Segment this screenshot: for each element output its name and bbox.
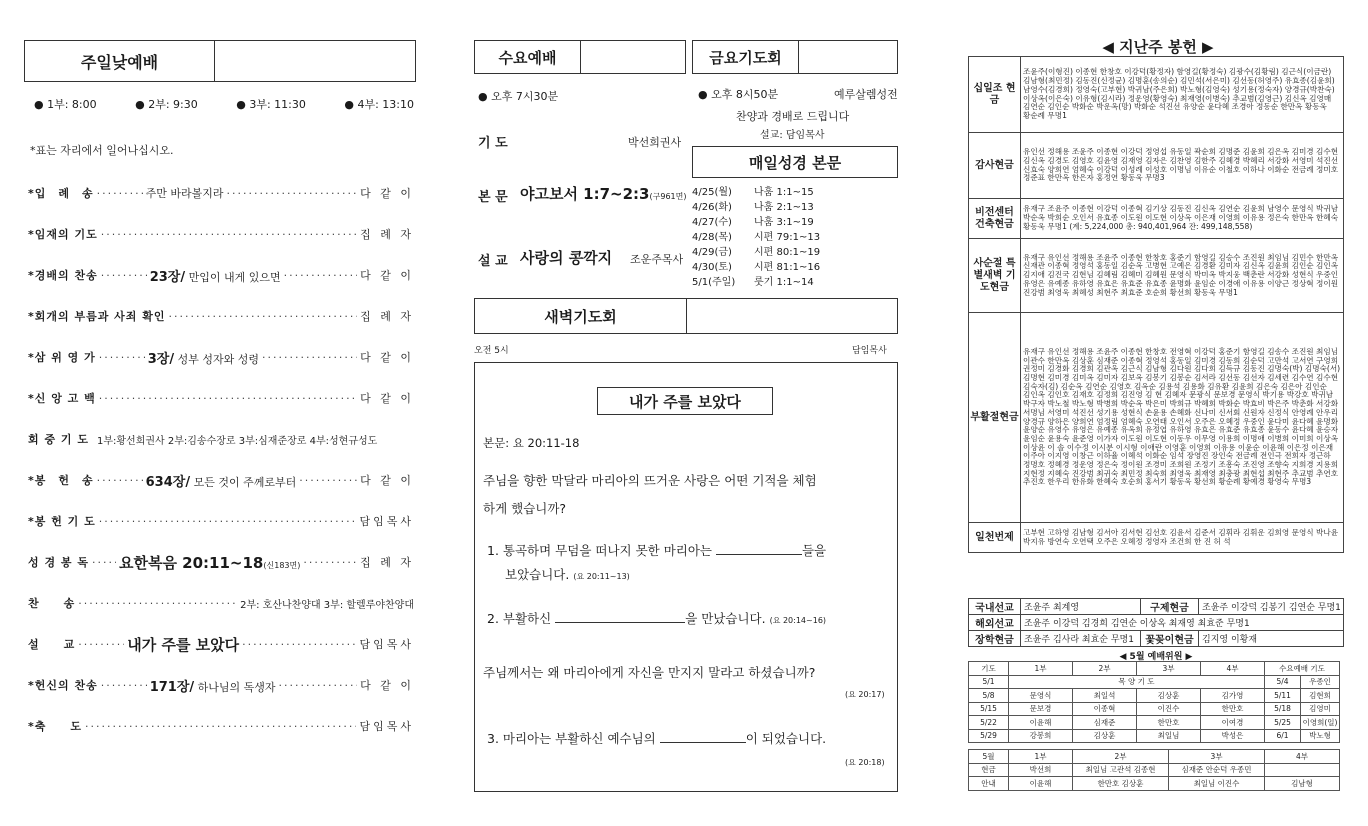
leader-dots <box>97 474 143 487</box>
service-time: ● 2부: 9:30 <box>135 98 198 111</box>
prayer-label: 기 도 <box>478 136 508 151</box>
ushers-cell: 한만호 김상훈 <box>1073 777 1169 791</box>
leader-dots <box>101 228 357 241</box>
order-name: *경배의 찬송 <box>28 269 98 282</box>
ushers-cell: 최일님 고관석 김종현 <box>1073 763 1169 777</box>
bible-date: 4/25(월) <box>692 187 732 198</box>
order-detail <box>150 676 276 695</box>
committee-cell: 최일석 <box>1073 689 1137 703</box>
study-passage: 본문: 요 20:11-18 <box>483 436 580 450</box>
offering-table <box>968 56 1344 553</box>
offering-names: 고부현 고하영 김남형 김서아 김서현 김선호 김윤서 김준서 김휘라 김휘운 김희영 문영식 박나윤 박지유 방연숙 오연택 오주은 오혜정 정영자 조건희 한 진 허 석 <box>1021 523 1344 553</box>
bible-date: 4/30(토) <box>692 262 732 273</box>
ushers-cell: 심재준 안순덕 우종민 <box>1169 763 1265 777</box>
order-row <box>28 715 414 737</box>
offering-names: 유인선 정해용 조윤주 이종현 이강덕 정영섭 유동일 곽순희 김명준 김윤희 김은옥 김미경 김수현 김신옥 김경도 김영호 김윤영 김재영 김자은 김찬영 김한주 김혜경 박혜리 서강화 서영미 석진선 신효숙 양희연 엄혜숙 이강덕 이성례 이성호 이명님 이유순 이철호 이하나 이화순 전금례 정미호 정준표 한만옥 한은자 홍정연 황동욱 무명3 <box>1021 133 1344 199</box>
committee-cell: 5/1 <box>969 675 1009 689</box>
mission-label: 꽃꽂이현금 <box>1141 631 1199 647</box>
order-name: *회개의 부름과 사죄 확인 <box>28 310 166 323</box>
leader-dots <box>303 556 357 569</box>
leader-dots <box>262 351 357 364</box>
dawn-prayer-title: 새벽기도회 <box>475 299 687 333</box>
bible-date: 4/29(금) <box>692 247 732 258</box>
question-text: 이 되었습니다. <box>745 731 827 746</box>
committee-cell: 5/15 <box>969 702 1009 716</box>
scripture-reference: 요한복음 20:11~18 <box>119 553 264 572</box>
order-name: *봉 헌 기 도 <box>28 515 96 528</box>
answer-blank[interactable] <box>660 730 746 743</box>
scripture-text: 야고보서 1:7~2:3 <box>520 185 650 203</box>
mission-names: 조윤주 김사라 최효순 무명1 <box>1021 631 1141 647</box>
committee-cell: 5/4 <box>1265 675 1301 689</box>
mission-label: 해외선교 <box>969 615 1021 631</box>
committee-cell: 한만호 <box>1137 716 1201 730</box>
order-leader: 담임목사 <box>359 515 414 528</box>
leader-dots <box>299 474 357 487</box>
leader-dots <box>85 720 356 733</box>
offering-names: 유재구 유인선 정해용 조윤주 이종현 한창호 전영혁 이강덕 홍준기 함영길 김송수 조진원 최임님 이관수 한만옥 김상훈 심재준 이종혁 정영석 홍동일 김미경 김동희 김순덕 고만석 고서연 구영희 권정미 김경화 김경희 김관옥 김근식 김남형 김다원 김다희 김득규 김동진 김명숙(박) 김명숙(서) 김명현 김미경 김미옥 김미자 김보옥 김봉기 김봉순 김서라 김선동 김선자 김세련 김수연 김수현 김숙자(김) 김순옥 김연순 김영호 김옥순 김용석 김용화 김유환 김윤희 김은숙 김은아 김인순 김인옥 김인호 김재호 김정희 김진영 김 현 김혜자 문광식 문보경 문영식 박기용 박강호 박귀남 박구자 박노철 박노형 박병희 박순옥 박은미 박희규 박혜희 박화순 박효비 박은주 박춘화 서강화 서명님 서영미 석진선 성기용 성현식 손윤용 손혜화 신나미 신서회 신원자 신정식 안영례 안우리 양경규 양하은 양희연 엄정림 엄혜숙 오연태 오인서 오주은 오혜정 우중인 윤다미 윤다혜 윤명화 윤양순 유영수 유영은 유예종 유옥희 유정엽 유하영 유효은 유효준 유효종 윤동수 윤다혜 윤승자 윤임순 윤용숙 윤준영 이가자 이도원 이도현 이동우 이무영 이용희 이명애 이병희 이미희 이상옥 이상윤 이 솔 이수정 이시분 이시형 이애란 이영훈 이영희 이유용 이윤순 이윤해 이은정 이은재 이주아 이지영 이창근 이하율 이혜석 이화순 임석 장영진 장인숙 전금례 전인극 전희자 정근하 정명호 정혜경 정운영 정은숙 정이원 조경미 조희원 조정기 조흥숙 조진영 조향숙 지희경 지용희 지현정 지혜숙 진강범 최귀숙 최민정 최숙희 최영욱 최재영 최충광 최현섭 최현주 추교범 추연호 추진호 한우리 한유화 한혜숙 호순희 홍서기 황동욱 황선희 황순례 황예경 황영숙 무명3 <box>1021 313 1344 523</box>
scripture-label: 본 문 <box>478 190 508 205</box>
offering-label: 일천번제 <box>969 523 1021 553</box>
order-leader: 다 같 이 <box>360 392 414 405</box>
committee-header: 1부 <box>1009 662 1073 676</box>
leader-dots <box>101 679 147 692</box>
bible-text: 시편 81:1~16 <box>754 262 821 273</box>
question-text: 2. 부활하신 <box>487 611 552 626</box>
sunday-service-header <box>24 40 416 82</box>
leader-dots <box>78 597 237 610</box>
committee-cell: 박노형 <box>1301 729 1340 743</box>
ushers-cell <box>1265 763 1340 777</box>
order-name: *삼 위 영 가 <box>28 351 96 364</box>
offering-section <box>968 36 1348 800</box>
hymn-title: 모든 것이 주께로부터 <box>190 475 297 489</box>
question-text: 3. 마리아는 부활하신 예수님의 <box>487 731 656 746</box>
order-leader: 담임목사 <box>359 720 414 733</box>
order-name: *헌신의 찬송 <box>28 679 98 692</box>
order-row <box>28 551 414 573</box>
mission-row <box>969 631 1344 647</box>
ushers-table <box>968 749 1340 791</box>
sermon-label: 설 교 <box>478 254 508 269</box>
friday-title: 금요기도회 <box>693 41 799 73</box>
mission-names: 조윤주 이강덕 김봉기 김연순 무명1 <box>1199 599 1344 615</box>
ushers-cell: 최일님 이진수 <box>1169 777 1265 791</box>
service-times <box>34 96 414 112</box>
leader-dots <box>78 638 124 651</box>
offering-row <box>969 239 1344 313</box>
dawn-leader: 담임목사 <box>852 346 887 356</box>
committee-header: 수요예배 기도 <box>1265 662 1340 676</box>
committee-header: 2부 <box>1073 662 1137 676</box>
service-committee-table <box>968 661 1340 743</box>
hymn-number: 23장/ <box>149 269 186 285</box>
order-detail: 주만 바라볼지라 <box>145 187 224 200</box>
order-leader: 다 같 이 <box>360 474 414 487</box>
leader-dots <box>99 515 357 528</box>
order-leader: 다 같 이 <box>360 187 414 200</box>
order-leader: 다 같 이 <box>360 269 414 282</box>
mission-label: 국내선교 <box>969 599 1021 615</box>
order-row <box>28 674 414 696</box>
committee-cell: 최일님 <box>1137 729 1201 743</box>
committee-row <box>969 689 1340 703</box>
bible-text: 시편 80:1~19 <box>754 247 821 258</box>
committee-cell: 이진수 <box>1137 702 1201 716</box>
committee-header: 기도 <box>969 662 1009 676</box>
mission-names: 조윤주 이강덕 김경희 김연순 이상옥 최재영 최효준 무명1 <box>1021 615 1344 631</box>
leader-dots <box>99 351 145 364</box>
mission-names: 김지영 이황재 <box>1199 631 1344 647</box>
ushers-cell: 현금 <box>969 763 1009 777</box>
answer-blank[interactable] <box>716 542 802 555</box>
committee-cell: 5/25 <box>1265 716 1301 730</box>
study-intro: 주님을 향한 막달라 마리아의 뜨거운 사랑은 어떤 기적을 체험 <box>483 473 817 488</box>
question-3 <box>487 729 826 747</box>
order-row <box>28 428 414 450</box>
study-intro: 하게 했습니까? <box>483 501 567 516</box>
offering-row <box>969 313 1344 523</box>
ushers-cell: 박선희 <box>1009 763 1073 777</box>
bible-text: 나훔 1:1~15 <box>754 187 814 198</box>
leader-dots <box>279 679 358 692</box>
order-leader: 집 례 자 <box>360 228 414 241</box>
committee-cell: 이윤해 <box>1009 716 1073 730</box>
ushers-header: 1부 <box>1009 750 1073 764</box>
bible-date: 4/26(화) <box>692 202 732 213</box>
committee-cell: 문보경 <box>1009 702 1073 716</box>
committee-cell: 우종인 <box>1301 675 1340 689</box>
order-name: 회 중 기 도 <box>28 433 89 446</box>
standing-note: *표는 자리에서 일어나십시오. <box>30 144 174 157</box>
leader-dots <box>97 187 143 200</box>
committee-row <box>969 675 1340 689</box>
question-1 <box>487 541 826 559</box>
committee-cell: 5/22 <box>969 716 1009 730</box>
offering-names: 유재구 조윤주 이종현 이강덕 이종혁 김기상 김동진 김신옥 김연순 김윤희 남영수 문영식 박귀남 박순옥 박희순 오인서 유효종 이도원 이도현 이상옥 이은재 이영희 이유용 정은숙 한만옥 한혜숙 황동욱 무명1 (계: 5,224,000 총: 940,401,964 잔: 499,148,558) <box>1021 199 1344 239</box>
ushers-cell: 이윤해 <box>1009 777 1073 791</box>
order-row <box>28 469 414 491</box>
committee-cell: 김영미 <box>1301 702 1340 716</box>
offering-row <box>969 199 1344 239</box>
bible-date: 4/27(수) <box>692 217 732 228</box>
offering-label: 부활절현금 <box>969 313 1021 523</box>
dawn-prayer-header <box>474 298 898 334</box>
wednesday-scripture <box>520 183 686 204</box>
offering-names: 유재구 유인선 정해용 조윤주 이종현 한창호 홍준기 함영길 김승수 조진원 최임님 김민수 한만옥 신재관 이종혁 정영석 홍동일 김순옥 고병현 고예은 김경환 김미자 김신옥 김윤희 김인순 김인옥 김지애 김진국 김현님 김혜림 김혜미 김혜원 문영식 박미옥 박지웅 백춘란 서강화 성현식 우중인 유영은 유예종 유하영 유효은 유효준 유효종 윤명화 윤임순 이경애 이유용 이양근 정상혁 정이원 진강범 최영욱 최혜성 최현주 최효준 호순희 황선희 황동욱 무명1 <box>1021 239 1344 313</box>
offering-row <box>969 57 1344 133</box>
order-name: *신 앙 고 백 <box>28 392 96 405</box>
answer-blank[interactable] <box>555 610 685 623</box>
committee-cell: 한만호 <box>1201 702 1265 716</box>
ushers-cell: 김남형 <box>1265 777 1340 791</box>
ushers-row <box>969 777 1340 791</box>
bible-text: 나훔 3:1~19 <box>754 217 814 228</box>
committee-cell: 박성은 <box>1201 729 1265 743</box>
mission-row <box>969 599 1344 615</box>
committee-cell: 김현희 <box>1301 689 1340 703</box>
committee-row <box>969 716 1340 730</box>
order-detail <box>148 348 259 367</box>
ushers-header-row <box>969 750 1340 764</box>
order-row <box>28 346 414 368</box>
offering-label: 감사현금 <box>969 133 1021 199</box>
committee-row <box>969 702 1340 716</box>
weekday-section <box>474 40 898 792</box>
order-leader: 집 례 자 <box>360 310 414 323</box>
offering-row <box>969 523 1344 553</box>
scripture-page: (구961면) <box>649 192 687 201</box>
sunday-service-section <box>24 40 416 800</box>
committee-cell: 5/29 <box>969 729 1009 743</box>
mission-label: 장학현금 <box>969 631 1021 647</box>
scripture-page: (신183면) <box>263 560 301 570</box>
order-leader: 다 같 이 <box>360 351 414 364</box>
ushers-cell: 안내 <box>969 777 1009 791</box>
friday-header <box>692 40 898 74</box>
committee-header-row <box>969 662 1340 676</box>
order-row <box>28 305 414 327</box>
bible-study-sheet <box>474 362 898 792</box>
hymn-title: 성부 성자와 성령 <box>174 352 259 366</box>
bible-text: 시편 79:1~13 <box>754 232 821 243</box>
question-text: 1. 통곡하며 무덤을 떠나지 못한 마리아는 <box>487 543 712 558</box>
question-text: 들을 <box>801 543 827 558</box>
committee-header: 4부 <box>1201 662 1265 676</box>
offering-title: ◀ 지난주 봉헌 ▶ <box>1102 38 1214 56</box>
sermon-title: 내가 주를 보았다 <box>127 635 240 654</box>
offering-label: 비전센터 건축현금 <box>969 199 1021 239</box>
committee-cell: 목 양 기 도 <box>1009 675 1265 689</box>
offering-names: 조윤주(이형진) 이종현 한창호 이강덕(황정자) 함영길(황정숙) 김광수(김황림) 김근식(이금란) 김남형(최민정) 김동진(신정균) 김명훈(송의순) 김민석(서은미) 김선동(허영주) 유효종(김윤희) 남영수(김경희) 정영숙(고부현) 박귀남(주은희) 박노형(김영숙) 성기용(정숙자) 양경규(박찬숙) 이상옥(이은숙) 이유형(김시라) 정운영(황영숙) 최재영(이병숙) 추교범(김영근) 김신옥 김영매 김연순 김인순 박화순 박운옥(망) 박화순 석진선 유양순 윤다혜 조경아 정동순 한만옥 황동욱 황순례 무명1 <box>1021 57 1344 133</box>
service-time: ● 1부: 8:00 <box>34 98 97 111</box>
order-row <box>28 510 414 532</box>
leader-dots <box>169 310 358 323</box>
order-leader: 담임목사 <box>359 638 414 651</box>
order-name: *봉 헌 송 <box>28 474 94 487</box>
committee-cell: 심재준 <box>1073 716 1137 730</box>
order-detail <box>146 471 297 490</box>
committee-cell: 5/18 <box>1265 702 1301 716</box>
leader-dots <box>101 269 147 282</box>
wednesday-sermon-title: 사랑의 콩깍지 <box>520 249 613 267</box>
order-detail <box>127 634 239 655</box>
offering-label: 십일조 현금 <box>969 57 1021 133</box>
committee-cell: 강봉희 <box>1009 729 1073 743</box>
order-row <box>28 633 414 655</box>
order-row <box>28 387 414 409</box>
leader-dots <box>99 392 357 405</box>
wednesday-time: ● 오후 7시30분 <box>478 90 559 103</box>
order-name: 성 경 봉 독 <box>28 556 89 569</box>
committee-cell: 5/8 <box>969 689 1009 703</box>
dawn-time: 오전 5시 <box>474 346 509 356</box>
service-time: ● 4부: 13:10 <box>344 98 414 111</box>
question-text: 을 만났습니다. <box>685 611 766 626</box>
order-row <box>28 592 414 614</box>
order-detail: 2부: 호산나찬양대 3부: 할렐루야찬양대 <box>240 599 414 611</box>
service-time: ● 3부: 11:30 <box>236 98 306 111</box>
friday-place: 예루살렘성전 <box>834 88 898 101</box>
question-2 <box>487 609 826 627</box>
bible-text: 나훔 2:1~13 <box>754 202 814 213</box>
leader-dots <box>227 187 358 200</box>
committee-row <box>969 729 1340 743</box>
service-committee-title: ◀ 5월 예배위원 ▶ <box>1119 652 1193 662</box>
ushers-header: 5월 <box>969 750 1009 764</box>
order-detail <box>150 266 281 285</box>
order-name: *입 례 송 <box>28 187 94 200</box>
order-name: 찬 송 <box>28 597 76 610</box>
study-title: 내가 주를 보았다 <box>597 387 773 415</box>
committee-cell: 6/1 <box>1265 729 1301 743</box>
friday-preacher: 설교: 담임목사 <box>760 130 825 141</box>
hymn-number: 171장/ <box>149 679 195 695</box>
mission-row <box>969 615 1344 631</box>
daily-bible-title: 매일성경 본문 <box>692 146 898 178</box>
offering-label: 사순절 특별새벽 기도현금 <box>969 239 1021 313</box>
question-discussion: 주님께서는 왜 마리아에게 자신을 만지지 말라고 하셨습니까? <box>483 665 816 680</box>
friday-time: ● 오후 8시50분 <box>698 88 779 101</box>
question-reference: (요 20:11~13) <box>573 572 630 581</box>
question-text: 보았습니다. <box>505 567 570 582</box>
order-detail: 1부:황선희권사 2부:김송수장로 3부:심재준장로 4부:성현규성도 <box>97 435 378 447</box>
mission-names: 조윤주 최계영 <box>1021 599 1141 615</box>
order-name: 설 교 <box>28 638 76 651</box>
leader-dots <box>92 556 116 569</box>
ushers-header: 2부 <box>1073 750 1169 764</box>
hymn-number: 634장/ <box>145 474 191 490</box>
order-row <box>28 264 414 286</box>
order-row <box>28 182 414 204</box>
order-leader: 다 같 이 <box>360 679 414 692</box>
wednesday-title: 수요예배 <box>475 41 581 73</box>
bible-date: 4/28(목) <box>692 232 732 243</box>
leader-dots <box>284 269 358 282</box>
question-reference: (요 20:18) <box>845 758 885 767</box>
hymn-title: 하나님의 독생자 <box>194 680 276 694</box>
order-name: *임재의 기도 <box>28 228 98 241</box>
hymn-title: 만입이 내게 있으면 <box>185 270 281 284</box>
ushers-header: 3부 <box>1169 750 1265 764</box>
committee-cell: 이종혁 <box>1073 702 1137 716</box>
hymn-number: 3장/ <box>147 351 175 367</box>
mission-offering-table <box>968 598 1344 647</box>
offering-row <box>969 133 1344 199</box>
ushers-row <box>969 763 1340 777</box>
mission-label: 구제현금 <box>1141 599 1199 615</box>
committee-cell: 김상훈 <box>1137 689 1201 703</box>
order-leader: 집 례 자 <box>360 556 414 569</box>
sermon-person: 조운주목사 <box>630 253 684 266</box>
friday-line: 찬양과 경배로 드립니다 <box>736 110 850 123</box>
order-row <box>28 223 414 245</box>
question-reference: (요 20:17) <box>845 690 885 699</box>
order-name: *축 도 <box>28 720 83 733</box>
wednesday-header <box>474 40 686 74</box>
committee-cell: 이영희(일) <box>1301 716 1340 730</box>
committee-cell: 5/11 <box>1265 689 1301 703</box>
leader-dots <box>242 638 356 651</box>
bible-date: 5/1(주일) <box>692 277 736 288</box>
sunday-service-title: 주일낮예배 <box>25 41 215 81</box>
committee-header: 3부 <box>1137 662 1201 676</box>
committee-cell: 김상훈 <box>1073 729 1137 743</box>
question-1-cont <box>505 565 630 583</box>
order-detail <box>119 552 300 573</box>
committee-cell: 이여경 <box>1201 716 1265 730</box>
committee-cell: 김가영 <box>1201 689 1265 703</box>
prayer-person: 박선희권사 <box>628 136 682 149</box>
ushers-header: 4부 <box>1265 750 1340 764</box>
question-reference: (요 20:14~16) <box>769 616 827 625</box>
committee-cell: 문영식 <box>1009 689 1073 703</box>
bible-text: 룻기 1:1~14 <box>754 277 814 288</box>
